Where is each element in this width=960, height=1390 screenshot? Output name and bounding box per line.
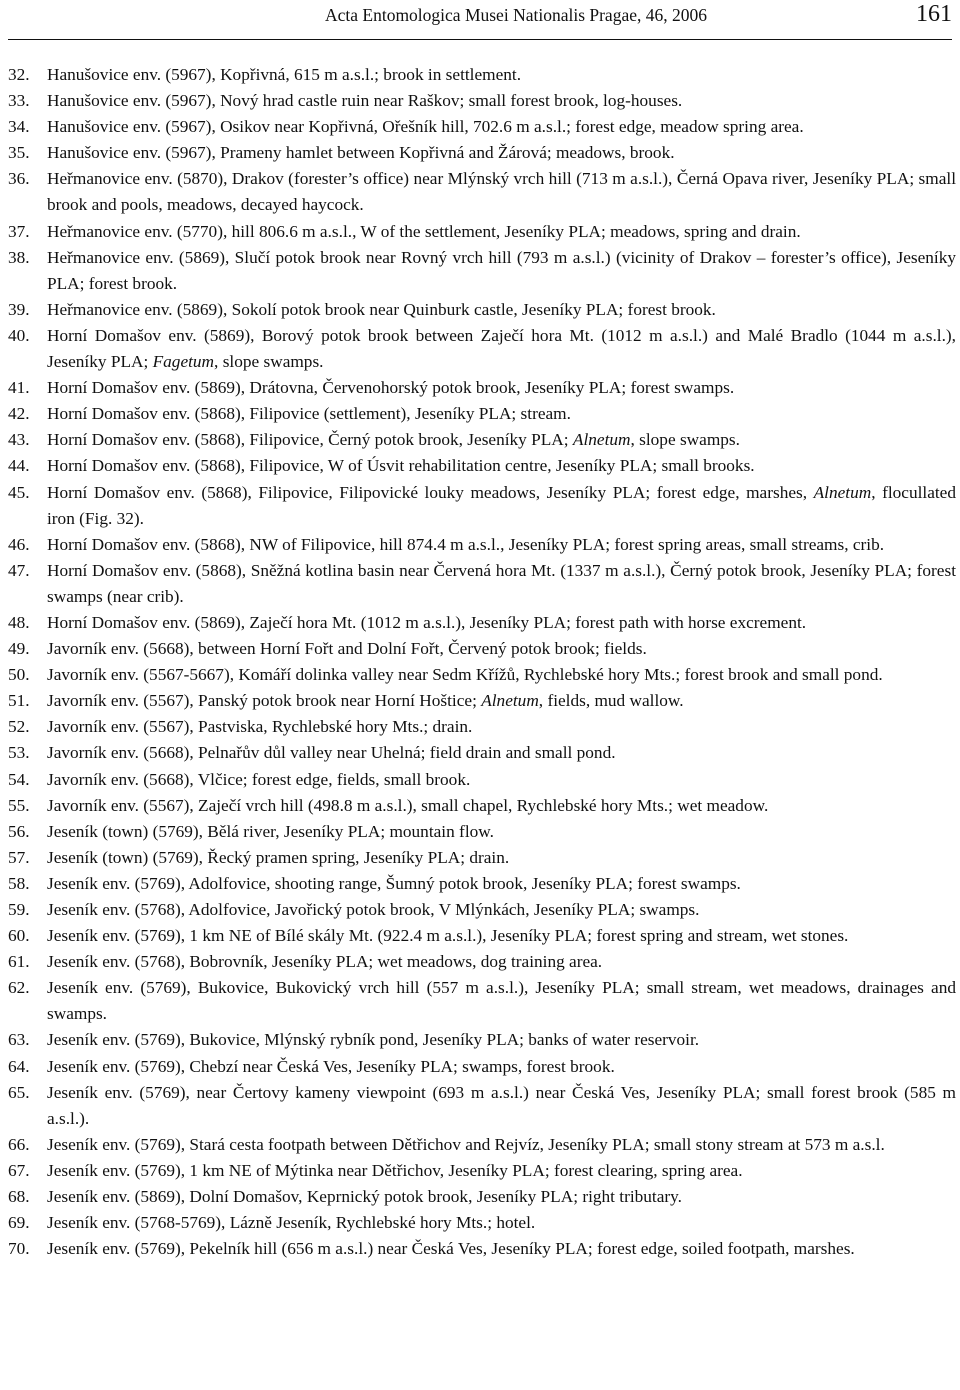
- locality-entry: [8, 219, 956, 245]
- taxon-name: Fagetum: [152, 352, 215, 372]
- locality-entry: [8, 871, 956, 897]
- locality-entry: [8, 949, 956, 975]
- locality-entry: [8, 923, 956, 949]
- locality-entry: [8, 845, 956, 871]
- entry-text-segment: Horní Domašov env. (5868), Filipovice, Černý potok brook, Jeseníky PLA;: [47, 430, 573, 450]
- entry-text-segment: Jeseník env. (5769), Stará cesta footpath between Dětřichov and Rejvíz, Jeseníky PLA; small stony stream at 573 m a.s.l.: [47, 1134, 885, 1154]
- entry-text: [47, 740, 956, 766]
- entry-text: [47, 166, 956, 218]
- entry-text-segment: Jeseník env. (5769), near Čertovy kameny viewpoint (693 m a.s.l.) near Česká Ves, Jeseníky PLA; small forest brook (585 m a.s.l.).: [47, 1082, 956, 1128]
- entry-text: [47, 1027, 956, 1053]
- entry-number: 35.: [8, 143, 30, 163]
- entry-text-segment: Heřmanovice env. (5870), Drakov (forester’s office) near Mlýnský vrch hill (713 m a.s.l.), Černá Opava river, Jeseníky PLA; small brook and pools, meadows, decayed haycock.: [47, 169, 956, 215]
- entry-text: [47, 558, 956, 610]
- entry-number: 45.: [8, 482, 30, 502]
- entry-text: [47, 453, 956, 479]
- entry-text: [47, 62, 956, 88]
- entry-text-segment: Horní Domašov env. (5869), Zaječí hora Mt. (1012 m a.s.l.), Jeseníky PLA; forest path with horse excrement.: [47, 612, 807, 632]
- locality-entry: [8, 1158, 956, 1184]
- entry-text-segment: Heřmanovice env. (5869), Sokolí potok brook near Quinburk castle, Jeseníky PLA; forest brook.: [47, 299, 716, 319]
- entry-text: [47, 923, 956, 949]
- entry-text: [47, 871, 956, 897]
- locality-entry: [8, 636, 956, 662]
- entry-text-segment: Javorník env. (5668), Pelnařův důl valley near Uhelná; field drain and small pond.: [47, 743, 616, 763]
- running-header: [0, 0, 960, 40]
- entry-text-segment: Jeseník env. (5768-5769), Lázně Jeseník, Rychlebské hory Mts.; hotel.: [47, 1213, 536, 1233]
- entry-number: 67.: [8, 1160, 30, 1180]
- locality-entry: [8, 975, 956, 1027]
- entry-text-segment: Hanušovice env. (5967), Prameny hamlet between Kopřivná and Žárová; meadows, brook.: [47, 143, 675, 163]
- entry-text-segment: Javorník env. (5567-5667), Komáří dolinka valley near Sedm Křížů, Rychlebské hory Mts.; forest brook and small pond.: [47, 665, 883, 685]
- entry-text: [47, 480, 956, 532]
- entry-text: [47, 88, 956, 114]
- entry-number: 57.: [8, 847, 30, 867]
- entry-text-segment: Jeseník env. (5769), Pekelník hill (656 m a.s.l.) near Česká Ves, Jeseníky PLA; forest edge, soiled footpath, marshes.: [47, 1239, 855, 1259]
- locality-entry: [8, 166, 956, 218]
- entry-number: 43.: [8, 430, 30, 450]
- entry-number: 63.: [8, 1030, 30, 1050]
- entry-text: [47, 714, 956, 740]
- entry-text-segment: Hanušovice env. (5967), Nový hrad castle ruin near Raškov; small forest brook, log-houses.: [47, 91, 683, 111]
- entry-text-segment: Horní Domašov env. (5868), Filipovice, W of Úsvit rehabilitation centre, Jeseníky PLA; small brooks.: [47, 456, 755, 476]
- entry-number: 47.: [8, 560, 30, 580]
- entry-text: [47, 323, 956, 375]
- locality-entry: [8, 558, 956, 610]
- entry-text-segment: Jeseník (town) (5769), Bělá river, Jeseníky PLA; mountain flow.: [47, 821, 494, 841]
- entry-text-segment: Horní Domašov env. (5869), Drátovna, Červenohorský potok brook, Jeseníky PLA; forest swamps.: [47, 378, 735, 398]
- locality-entry: [8, 1236, 956, 1262]
- entry-number: 68.: [8, 1187, 30, 1207]
- entry-number: 41.: [8, 378, 30, 398]
- entry-text: [47, 949, 956, 975]
- entry-text-segment: Horní Domašov env. (5868), Sněžná kotlina basin near Červená hora Mt. (1337 m a.s.l.), Černý potok brook, Jeseníky PLA; forest swamps (near crib).: [47, 560, 956, 606]
- locality-entry: [8, 688, 956, 714]
- entry-text: [47, 897, 956, 923]
- entry-text-segment: Heřmanovice env. (5770), hill 806.6 m a.s.l., W of the settlement, Jeseníky PLA; meadows, spring and drain.: [47, 221, 801, 241]
- locality-entry: [8, 88, 956, 114]
- entry-text: [47, 793, 956, 819]
- entry-text: [47, 140, 956, 166]
- entry-text: [47, 1210, 956, 1236]
- entry-text-segment: Javorník env. (5668), between Horní Fořt and Dolní Fořt, Červený potok brook; fields.: [47, 639, 647, 659]
- entry-number: 38.: [8, 247, 30, 267]
- entry-text-segment: Jeseník env. (5769), Chebzí near Česká Ves, Jeseníky PLA; swamps, forest brook.: [47, 1056, 615, 1076]
- entry-number: 62.: [8, 978, 30, 998]
- entry-text-segment: Heřmanovice env. (5869), Slučí potok brook near Rovný vrch hill (793 m a.s.l.) (vicinity of Drakov – forester’s office), Jeseníky PLA; forest brook.: [47, 247, 956, 293]
- entry-number: 42.: [8, 404, 30, 424]
- entry-number: 56.: [8, 821, 30, 841]
- entry-number: 46.: [8, 534, 30, 554]
- entry-number: 44.: [8, 456, 30, 476]
- entry-text-segment: Jeseník env. (5768), Adolfovice, Javořický potok brook, V Mlýnkách, Jeseníky PLA; swamps.: [47, 900, 700, 919]
- entry-text-segment: Jeseník env. (5769), Bukovice, Bukovický vrch hill (557 m a.s.l.), Jeseníky PLA; small stream, wet meadows, drainages and swamps.: [47, 978, 956, 1024]
- locality-entry: [8, 662, 956, 688]
- locality-entry: [8, 1184, 956, 1210]
- entry-number: 40.: [8, 325, 30, 345]
- locality-entry: [8, 114, 956, 140]
- entry-text-segment: Jeseník env. (5869), Dolní Domašov, Keprnický potok brook, Jeseníky PLA; right tributary.: [47, 1187, 682, 1207]
- entry-text: [47, 532, 956, 558]
- locality-entry: [8, 793, 956, 819]
- locality-entry: [8, 427, 956, 453]
- locality-entry: [8, 1027, 956, 1053]
- entry-text-segment: Javorník env. (5567), Panský potok brook near Horní Hoštice;: [47, 691, 482, 711]
- taxon-name: Alnetum: [481, 691, 539, 711]
- entry-text-segment: Horní Domašov env. (5868), NW of Filipovice, hill 874.4 m a.s.l., Jeseníky PLA; forest spring areas, small streams, crib.: [47, 534, 885, 554]
- locality-entry: [8, 1054, 956, 1080]
- entry-number: 51.: [8, 691, 30, 711]
- locality-entry: [8, 480, 956, 532]
- locality-entry: [8, 897, 956, 923]
- locality-entry: [8, 375, 956, 401]
- entry-number: 66.: [8, 1134, 30, 1154]
- entry-text: [47, 219, 956, 245]
- entry-number: 49.: [8, 639, 30, 659]
- entry-text-segment: Jeseník env. (5769), Bukovice, Mlýnský rybník pond, Jeseníky PLA; banks of water reservoir.: [47, 1030, 700, 1050]
- entry-text: [47, 662, 956, 688]
- entry-text: [47, 975, 956, 1027]
- entry-number: 34.: [8, 117, 30, 137]
- entry-number: 33.: [8, 91, 30, 111]
- entry-number: 69.: [8, 1213, 30, 1233]
- entry-text: [47, 297, 956, 323]
- locality-entry: [8, 532, 956, 558]
- entry-number: 37.: [8, 221, 30, 241]
- entry-text: [47, 610, 956, 636]
- entry-text-segment: Javorník env. (5567), Pastviska, Rychlebské hory Mts.; drain.: [47, 717, 473, 737]
- locality-entry: [8, 610, 956, 636]
- entry-text-segment: Jeseník env. (5769), 1 km NE of Mýtinka near Dětřichov, Jeseníky PLA; forest clearing, spring area.: [47, 1160, 743, 1180]
- locality-entry: [8, 1210, 956, 1236]
- entry-text-segment: Javorník env. (5567), Zaječí vrch hill (498.8 m a.s.l.), small chapel, Rychlebské hory Mts.; wet meadow.: [47, 795, 769, 815]
- locality-entry: [8, 453, 956, 479]
- entry-text: [47, 1054, 956, 1080]
- entry-text: [47, 245, 956, 297]
- entry-text: [47, 819, 956, 845]
- entry-text-segment: Jeseník env. (5769), Adolfovice, shooting range, Šumný potok brook, Jeseníky PLA; forest swamps.: [47, 873, 741, 893]
- locality-entry: [8, 714, 956, 740]
- entry-text-segment: Horní Domašov env. (5869), Borový potok brook between Zaječí hora Mt. (1012 m a.s.l.) and Malé Bradlo (1044 m a.s.l.), Jeseníky PLA;: [47, 325, 956, 372]
- entry-text-segment: , flocullated iron (Fig. 32).: [47, 482, 956, 528]
- entry-number: 50.: [8, 665, 30, 685]
- entry-number: 52.: [8, 717, 30, 737]
- entry-text-segment: Horní Domašov env. (5868), Filipovice (settlement), Jeseníky PLA; stream.: [47, 404, 571, 424]
- page-number: 161: [916, 1, 952, 27]
- header-rule: [8, 39, 952, 40]
- entry-number: 64.: [8, 1056, 30, 1076]
- entry-text-segment: Hanušovice env. (5967), Kopřivná, 615 m a.s.l.; brook in settlement.: [47, 65, 522, 84]
- entry-text: [47, 427, 956, 453]
- entry-text: [47, 114, 956, 140]
- entry-number: 55.: [8, 795, 30, 815]
- locality-entry: [8, 401, 956, 427]
- locality-entry: [8, 740, 956, 766]
- entry-number: 54.: [8, 769, 30, 789]
- entry-text: [47, 688, 956, 714]
- locality-entry: [8, 297, 956, 323]
- entry-text-segment: Javorník env. (5668), Vlčice; forest edge, fields, small brook.: [47, 769, 471, 789]
- entry-text-segment: Jeseník (town) (5769), Řecký pramen spring, Jeseníky PLA; drain.: [47, 847, 510, 867]
- entry-text: [47, 845, 956, 871]
- entry-text: [47, 1158, 956, 1184]
- taxon-name: Alnetum: [572, 430, 631, 450]
- entry-number: 70.: [8, 1239, 30, 1259]
- locality-entry: [8, 819, 956, 845]
- entry-text-segment: , slope swamps.: [630, 430, 740, 450]
- entry-text-segment: Jeseník env. (5769), 1 km NE of Bílé skály Mt. (922.4 m a.s.l.), Jeseníky PLA; forest spring and stream, wet stones.: [47, 926, 849, 946]
- locality-entry: [8, 1080, 956, 1132]
- locality-entry: [8, 140, 956, 166]
- locality-entry: [8, 245, 956, 297]
- entry-text-segment: , fields, mud wallow.: [538, 691, 684, 711]
- entry-text: [47, 1080, 956, 1132]
- taxon-name: Alnetum: [813, 482, 872, 502]
- entry-number: 48.: [8, 612, 30, 632]
- entry-number: 32.: [8, 65, 30, 84]
- entry-number: 36.: [8, 169, 30, 189]
- locality-entry: [8, 62, 956, 88]
- entry-number: 39.: [8, 299, 30, 319]
- locality-entry: [8, 1132, 956, 1158]
- entry-number: 65.: [8, 1082, 30, 1102]
- entry-number: 61.: [8, 952, 30, 972]
- entry-number: 58.: [8, 873, 30, 893]
- locality-entry: [8, 767, 956, 793]
- entry-text: [47, 375, 956, 401]
- locality-list: [8, 62, 956, 1262]
- entry-text: [47, 767, 956, 793]
- locality-entry: [8, 323, 956, 375]
- entry-number: 53.: [8, 743, 30, 763]
- entry-text-segment: , slope swamps.: [214, 352, 324, 372]
- entry-text-segment: Jeseník env. (5768), Bobrovník, Jeseníky PLA; wet meadows, dog training area.: [47, 952, 603, 972]
- entry-number: 60.: [8, 926, 30, 946]
- entry-text: [47, 401, 956, 427]
- entry-text: [47, 636, 956, 662]
- entry-text-segment: Hanušovice env. (5967), Osikov near Kopřivná, Ořešník hill, 702.6 m a.s.l.; forest edge, meadow spring area.: [47, 117, 804, 137]
- entry-text: [47, 1236, 956, 1262]
- entry-text-segment: Horní Domašov env. (5868), Filipovice, Filipovické louky meadows, Jeseníky PLA; forest edge, marshes,: [47, 482, 814, 502]
- journal-citation: Acta Entomologica Musei Nationalis Pragae, 46, 2006: [324, 5, 707, 25]
- entry-text: [47, 1132, 956, 1158]
- entry-number: 59.: [8, 900, 30, 919]
- entry-text: [47, 1184, 956, 1210]
